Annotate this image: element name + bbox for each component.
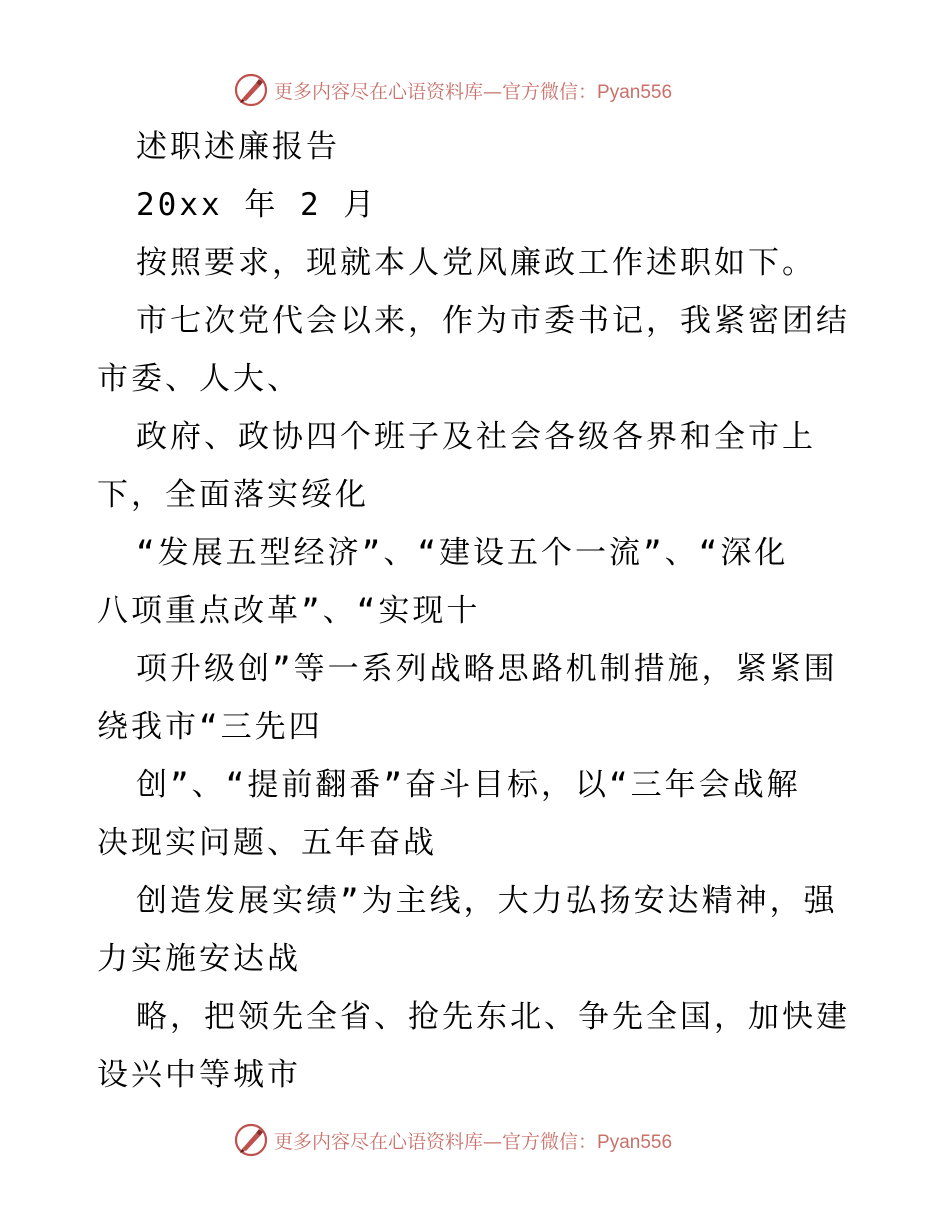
document-body [97, 118, 857, 1104]
paragraph-line: 略，把领先全省、抢先东北、争先全国，加快建 [136, 999, 850, 1035]
paragraph-line: 项升级创”等一系列战略思路机制措施，紧紧围 [136, 651, 838, 687]
paragraph-line: 创造发展实绩”为主线，大力弘扬安达精神，强 [136, 883, 838, 919]
document-title: 述职述廉报告 [136, 129, 340, 165]
paragraph-line: 设兴中等城市 [97, 1057, 301, 1093]
watermark-text: 更多内容尽在心语资料库—官方微信：Pyan556 [274, 1130, 673, 1153]
footer-watermark [234, 1123, 672, 1157]
header-watermark [234, 73, 672, 107]
paragraph-line: 市七次党代会以来，作为市委书记，我紧密团结 [136, 303, 850, 339]
paragraph-line: 市委、人大、 [97, 361, 301, 397]
paragraph-line: 政府、政协四个班子及社会各级各界和全市上 [136, 419, 816, 455]
watermark-text: 更多内容尽在心语资料库—官方微信：Pyan556 [274, 80, 673, 103]
document-date: 20xx 年 2 月 [136, 187, 378, 223]
paragraph-line: 八项重点改革”、“实现十 [97, 593, 481, 629]
paragraph-line: 下，全面落实绥化 [97, 477, 369, 513]
paragraph-line: 决现实问题、五年奋战 [97, 825, 437, 861]
wechat-id: Pyan556 [597, 81, 673, 103]
paragraph-line: 创”、“提前翻番”奋斗目标，以“三年会战解 [136, 767, 801, 803]
wechat-id: Pyan556 [597, 1131, 673, 1153]
pen-logo-icon [234, 73, 268, 107]
paragraph-line: 绕我市“三先四 [97, 709, 323, 745]
paragraph-line: “发展五型经济”、“建设五个一流”、“深化 [136, 535, 789, 571]
paragraph-line: 力实施安达战 [97, 941, 301, 977]
pen-logo-icon [234, 1123, 268, 1157]
paragraph-line: 按照要求，现就本人党风廉政工作述职如下。 [136, 245, 816, 281]
